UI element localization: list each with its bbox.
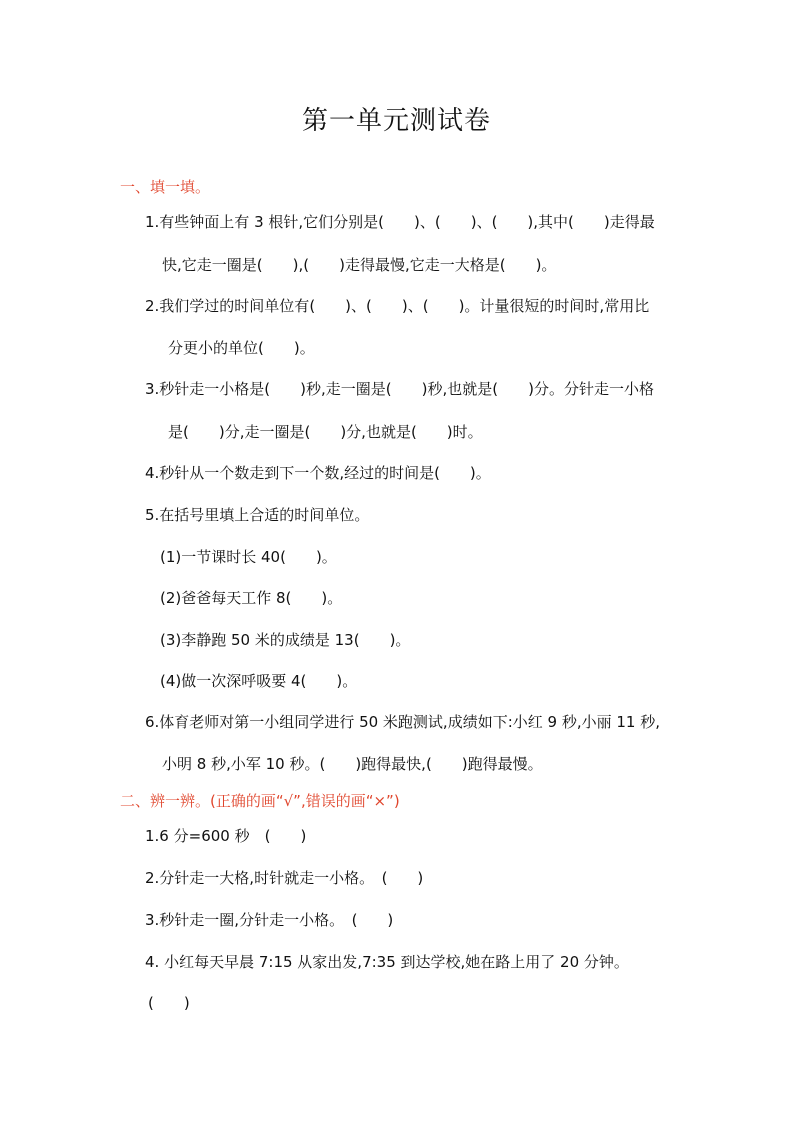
question-6-line-1: 6.体育老师对第一小组同学进行 50 米跑测试,成绩如下:小红 9 秒,小丽 11 秒,: [145, 713, 660, 731]
question-5-item-4: (4)做一次深呼吸要 4( )。: [160, 672, 358, 690]
question-1-line-2: 快,它走一圈是( ),( )走得最慢,它走一大格是( )。: [162, 256, 557, 274]
tf-question-4-answer-bracket: ( ): [148, 994, 190, 1012]
tf-question-4-line-1: 4. 小红每天早晨 7:15 从家出发,7:35 到达学校,她在路上用了 20 分钟。: [145, 953, 629, 971]
page-title: 第一单元测试卷: [301, 106, 491, 136]
question-3-line-2: 是( )分,走一圈是( )分,也就是( )时。: [168, 423, 483, 441]
section-heading-fill-in: 一、填一填。: [120, 178, 211, 196]
question-2-line-2: 分更小的单位( )。: [168, 339, 315, 357]
question-5-item-2: (2)爸爸每天工作 8( )。: [160, 589, 343, 607]
question-5-item-1: (1)一节课时长 40( )。: [160, 548, 337, 566]
section-heading-true-false: 二、辨一辨。(正确的画“√”,错误的画“×”): [120, 792, 400, 810]
question-3-line-1: 3.秒针走一小格是( )秒,走一圈是( )秒,也就是( )分。分针走一小格: [145, 380, 654, 398]
tf-question-2: 2.分针走一大格,时针就走一小格。 ( ): [145, 869, 424, 887]
tf-question-3: 3.秒针走一圈,分针走一小格。 ( ): [145, 911, 394, 929]
tf-question-1: 1.6 分=600 秒 ( ): [145, 827, 307, 845]
question-1-line-1: 1.有些钟面上有 3 根针,它们分别是( )、( )、( ),其中( )走得最: [145, 213, 655, 231]
question-6-line-2: 小明 8 秒,小军 10 秒。( )跑得最快,( )跑得最慢。: [162, 755, 543, 773]
question-5: 5.在括号里填上合适的时间单位。: [145, 506, 370, 524]
question-4: 4.秒针从一个数走到下一个数,经过的时间是( )。: [145, 464, 491, 482]
question-5-item-3: (3)李静跑 50 米的成绩是 13( )。: [160, 631, 411, 649]
question-2-line-1: 2.我们学过的时间单位有( )、( )、( )。计量很短的时间时,常用比: [145, 297, 650, 315]
